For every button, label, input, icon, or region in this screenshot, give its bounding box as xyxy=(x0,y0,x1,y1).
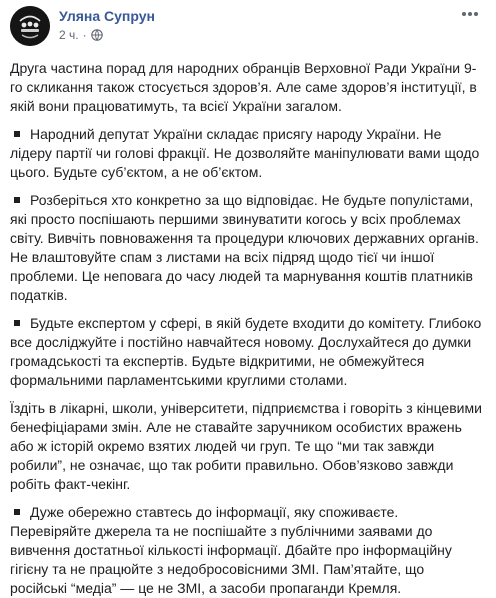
author-name[interactable]: Уляна Супрун xyxy=(59,8,155,24)
post-paragraph xyxy=(10,125,482,182)
bullet-square-icon xyxy=(14,131,20,137)
separator-dot: · xyxy=(82,28,87,42)
paragraph-text: Їздіть в лікарні, школи, університети, підприємства і говоріть з кінцевими бенефіціарами змін. Але не ставайте заручником особистих вражень або ж історій окремо взятих людей чи груп. Те що “ми так завжди робили”, не означає, що так робити правильно. Обов’язково завжди робіть факт-чекінг. xyxy=(10,400,482,492)
bullet-square-icon xyxy=(14,320,20,326)
post-body xyxy=(10,59,482,598)
paragraph-text: Розберіться хто конкретно за що відповідає. Не будьте популістами, які просто поспішають першими звинуватити когось у всіх проблемах світу. Вивчіть повноваження та процедури ключових державних органів. Не влаштовуйте спам з листами на всіх підряд щодо тієї чи іншої проблеми. Це неповага до часу людей та марнування коштів платників податків. xyxy=(10,192,479,303)
post-paragraph xyxy=(10,314,482,390)
post-paragraph xyxy=(10,503,482,598)
paragraph-text: Друга частина порад для народних обранців Верховної Ради України 9-го скликання також стосується здоров’я. Але саме здоров’я інституції, в якій вони працюватимуть, та всієї України загалом. xyxy=(10,60,477,114)
more-options-button[interactable] xyxy=(458,4,482,24)
globe-icon xyxy=(91,29,103,41)
paragraph-text: Будьте експертом у сфері, в якій будете входити до комітету. Глибоко все досліджуйте і постійно навчайтеся новому. Дослухайтеся до думки громадськості та експертів. Будьте відкритими, не обмежуйтеся формальними парламентськими круглими столами. xyxy=(10,315,482,388)
post-timestamp[interactable]: 2 ч. xyxy=(59,28,79,42)
bullet-square-icon xyxy=(14,197,20,203)
post-paragraph xyxy=(10,191,482,305)
more-options-icon xyxy=(461,11,479,17)
post-header xyxy=(10,6,482,50)
paragraph-text: Дуже обережно ставтесь до інформації, яку споживаєте. Перевіряйте джерела та не поспішайте з публічними заявами до вивчення достатньої кількості інформації. Дбайте про інформаційну гігієну та не працюйте з недобросовісними ЗМІ. Пам’ятайте, що російські “медіа” — це не ЗМІ, а засоби пропаганди Кремля. xyxy=(10,504,452,596)
author-avatar[interactable] xyxy=(10,6,50,46)
post-paragraph xyxy=(10,59,482,116)
bullet-square-icon xyxy=(14,509,20,515)
paragraph-text: Народний депутат України складає присягу народу України. Не лідеру партії чи голові фракції. Не дозволяйте маніпулювати вами щодо цього. Будьте суб’єктом, а не об’єктом. xyxy=(10,126,480,180)
post-paragraph xyxy=(10,399,482,494)
